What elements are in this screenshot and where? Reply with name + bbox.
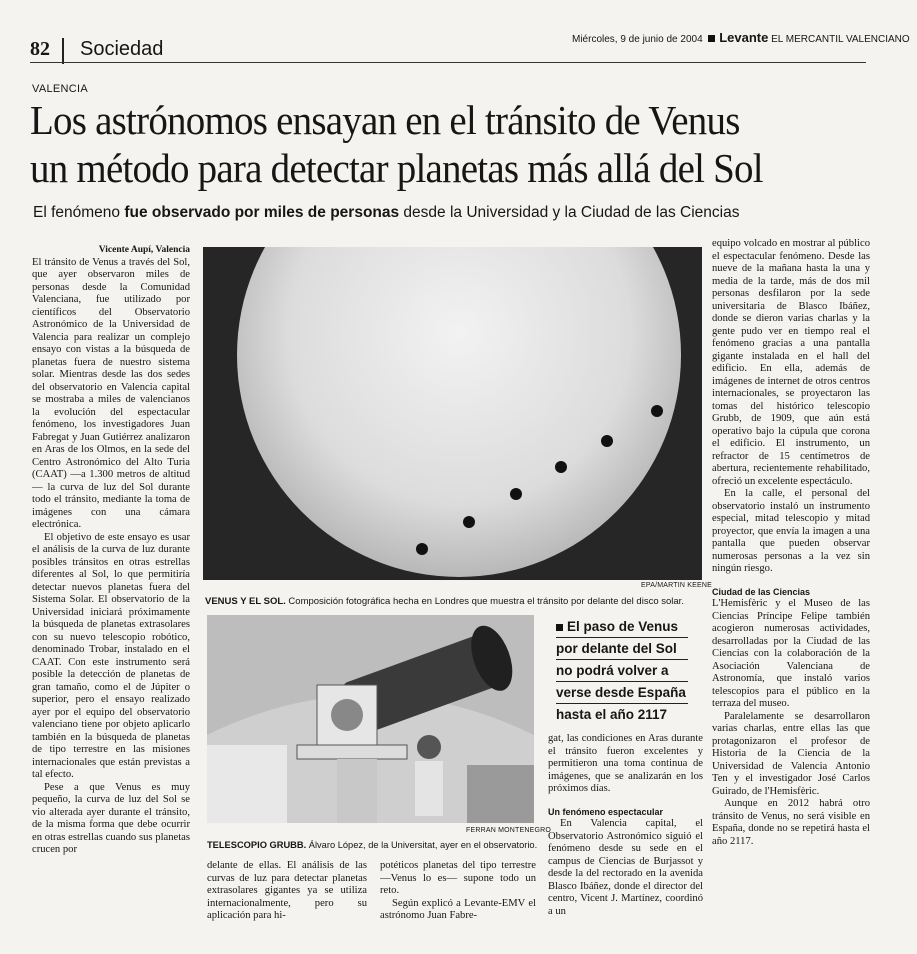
article-column-2 [207,860,367,950]
pull-quote-text: El paso de Venus [567,619,679,634]
pull-quote-line: hasta el año 2117 [556,707,668,722]
subhead-part: desde la Universidad y la Ciudad de las Ciencias [399,204,740,221]
venus-dot [651,405,663,417]
photo-caption [207,840,537,850]
subsection-heading: Ciudad de las Ciencias [712,586,811,597]
paragraph: El tránsito de Venus a través del Sol, que ayer observaron miles de personas desde la Comunidad Valenciana, fue utilizado por científicos del Observatorio Astronómico de la Universidad de Valencia para realizar un complejo ensayo con vistas a la búsqueda de planetas fuera de nuestro sistema solar. Mientras desde las dos sedes del observatorio en Valencia capital se mostraba a miles de valencianos la evolución del espectacular fenómeno, los investigadores Juan Fabregat y Juan Gutiérrez analizaron en Aras de los Olmos, en la sede del Centro Astronómico del Alto Turia (CAAT) —a 1.300 metros de altitud— la curva de luz del Sol durante todo el tránsito, mediante la toma de imágenes con una cámara electrónica. [32,256,190,530]
paragraph: L'Hemisfèric y el Museo de las Ciencias Príncipe Felipe también acogieron numerosas actividades, desarrolladas por la Ciudad de las Ciencias con la colaboración de la Asociación Valenciana de Astronomía, que instaló varios telescopios para el público en la terraza del museo. [712,598,870,709]
pull-quote-line: por delante del Sol [556,638,688,660]
pull-quote-line [556,616,688,638]
paragraph: gat, las condiciones en Aras durante el tránsito fueron excelentes y permitieron una toma continua de imágenes, que se analizarán en los próximos días. [548,733,703,794]
subhead-part: El fenómeno [33,204,125,221]
dateline [572,30,910,45]
venus-dot [416,543,428,555]
paragraph: delante de ellas. El análisis de las curvas de luz para detectar planetas extrasolares gigantes ya se utiliza internacionalmente, pero su aplicación para hi- [207,860,367,921]
photo-venus-transit [203,247,702,580]
headline-line-2: un método para detectar planetas más allá del Sol [30,145,763,191]
venus-dot [463,516,475,528]
kicker: VALENCIA [32,83,88,95]
paragraph: Paralelamente se desarrollaron varias charlas, entre ellas las que protagonizaron el profesor de Historia de la Ciencia de la Universidad de Valencia Antonio Ten y el investigador José Carlos Guirado, de l'Hemisfèric. [712,710,870,797]
paragraph: Según explicó a Levante-EMV el astrónomo Juan Fabre- [380,897,536,921]
caption-text: Álvaro López, de la Universitat, ayer en el observatorio. [306,840,538,850]
photo-credit: EPA/MARTIN KEENE [641,582,713,589]
venus-dot [555,461,567,473]
brand-name: Levante [719,30,769,45]
photo-credit: FERRAN MONTENEGRO [466,827,552,834]
paragraph: potéticos planetas del tipo terrestre —Venus lo es— supone todo un reto. [380,860,536,896]
headline [30,96,847,192]
article-column-4 [548,733,703,949]
paragraph: Aunque en 2012 habrá otro tránsito de Venus, no será visible en España, donde no se repetirá hasta el año 2117. [712,798,870,847]
square-bullet-icon [556,624,563,631]
square-bullet-icon [708,35,715,42]
photo-caption [205,596,684,607]
pull-quote [556,616,688,725]
subheadline [33,204,739,222]
section-title: Sociedad [80,38,164,60]
venus-dot [601,435,613,447]
pull-quote-line: no podrá volver a [556,660,688,682]
subsection-heading: Un fenómeno espectacular [548,806,664,817]
photo-telescope [207,615,534,823]
header-rule [30,62,866,63]
headline-line-1: Los astrónomos ensayan en el tránsito de Venus [30,97,740,143]
article-column-1 [32,244,190,954]
subhead-bold: fue observado por miles de personas [124,204,400,221]
brand-subtitle: EL MERCANTIL VALENCIANO [771,34,910,45]
venus-dot [510,488,522,500]
article-column-5 [712,238,870,949]
paragraph: En Valencia capital, el Observatorio Astronómico siguió el fenómeno desde su sede en el campus de Ciencias de Burjassot y desde la del rectorado en la avenida Blasco Ibáñez, donde el director del centro, Vicent J. Martínez, coordinó a un [548,818,703,917]
page-number: 82 [30,38,50,60]
paragraph: Pese a que Venus es muy pequeño, la curva de luz del Sol se vio alterada ayer durante el tránsito, de la misma forma que debe ocurrir en otras estrellas cuando sus planetas crucen por [32,781,190,855]
caption-label: TELESCOPIO GRUBB. [207,840,307,850]
paragraph: En la calle, el personal del observatorio instaló un instrumento especial, mitad telescopio y mitad proyector, que envía la imagen a una pantalla que pueden observar numerosas personas a la vez sin ningún riesgo. [712,488,870,574]
paragraph: El objetivo de este ensayo es usar el análisis de la curva de luz durante posibles tránsitos en otras estrellas diferentes al Sol, lo que permitiría detectar nuevos planetas fuera del Sistema Solar. El observatorio de la Universidad iniciará próximamente la búsqueda de planetas extrasolares con su nuevo telescopio robótico, denominado Trobar, instalado en el CAAT. Con este instrumento será posible la detección de planetas de gran tamaño, como el de Júpiter o superior, pero el ensayo realizado ayer por el equipo del observatorio valenciano tiene por objeto aplicarlo también en la búsqueda de planetas de tipo terrestre en las misiones internacionales que están previstas a tal efecto. [32,531,190,780]
pull-quote-line: verse desde España [556,682,688,704]
article-column-3 [380,860,536,950]
byline: Vicente Aupí, Valencia [98,245,190,255]
caption-text: Composición fotográfica hecha en Londres que muestra el tránsito por delante del disco solar. [285,596,684,607]
paragraph: equipo volcado en mostrar al público el espectacular fenómeno. Desde las nueve de la mañana hasta la una y media de la tarde, más de dos mil personas desfilaron por la sede universitaria de Blasco Ibáñez, donde se dieron varias charlas y la gente pudo ver en tiempo real el fenómeno gracias a una pantalla gigante instalada en el hall del edificio. En ella, además de imágenes de internet de otros centros internacionales, se proyectaron las tomas del histórico telescopio Grubb, de 1909, que aún está operativo bajo la cúpula que corona el edificio. El instrumento, un refractor de 15 centímetros de abertura, recientemente rehabilitado, ofreció un excelente espectáculo. [712,238,870,487]
issue-date: Miércoles, 9 de junio de 2004 [572,34,703,45]
header-divider [62,38,64,64]
caption-label: VENUS Y EL SOL. [205,596,286,607]
